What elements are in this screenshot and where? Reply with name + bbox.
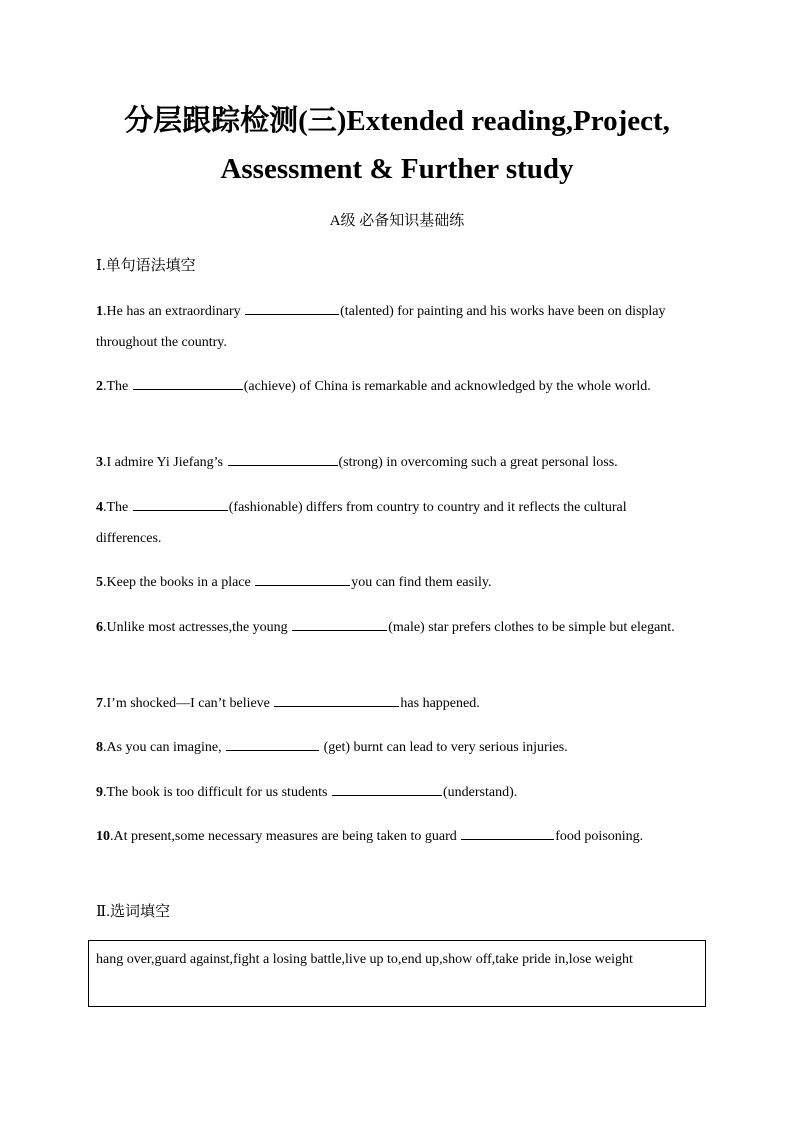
question-item xyxy=(96,492,686,554)
answer-blank[interactable] xyxy=(292,616,387,631)
word-bank-text: hang over,guard against,fight a losing battle,live up to,end up,show off,take pride in,lose weight xyxy=(96,952,633,967)
answer-blank[interactable] xyxy=(228,451,338,466)
question-text-before: .The book is too difficult for us students xyxy=(103,785,331,800)
section-heading-grammar-fill: Ⅰ.单句语法填空 xyxy=(96,258,196,274)
section-heading-word-choice: Ⅱ.选词填空 xyxy=(96,904,170,920)
page-title-line-1: 分层跟踪检测(三)Extended reading,Project, xyxy=(124,105,670,137)
question-number: 5 xyxy=(96,575,103,590)
question-text-before: .At present,some necessary measures are being taken to guard xyxy=(110,829,461,844)
answer-blank[interactable] xyxy=(255,571,350,586)
answer-blank[interactable] xyxy=(332,781,442,796)
answer-blank[interactable] xyxy=(274,692,399,707)
answer-blank[interactable] xyxy=(245,300,339,315)
question-text-after: (get) burnt can lead to very serious injuries. xyxy=(320,740,568,755)
question-number: 8 xyxy=(96,740,103,755)
question-number: 1 xyxy=(96,304,103,319)
question-text-after: (talented) for painting and his works have been on display throughout the country. xyxy=(96,304,666,350)
question-item xyxy=(96,296,686,358)
question-text-before: .The xyxy=(103,379,132,394)
question-text-before: .As you can imagine, xyxy=(103,740,226,755)
question-text-before: .He has an extraordinary xyxy=(103,304,245,319)
page-title-line-2: Assessment & Further study xyxy=(220,153,574,185)
question-number: 7 xyxy=(96,696,103,711)
question-number: 2 xyxy=(96,379,103,394)
question-text-after: (male) star prefers clothes to be simple but elegant. xyxy=(388,620,675,635)
question-item xyxy=(96,612,686,643)
question-text-after: (strong) in overcoming such a great personal loss. xyxy=(338,455,618,470)
question-item xyxy=(96,777,686,808)
question-number: 4 xyxy=(96,500,103,515)
question-item xyxy=(96,821,686,852)
question-number: 10 xyxy=(96,829,110,844)
question-text-after: (understand). xyxy=(443,785,518,800)
question-text-before: .I’m shocked—I can’t believe xyxy=(103,696,274,711)
word-bank-box xyxy=(88,940,706,1007)
question-text-after: (fashionable) differs from country to country and it reflects the cultural differences. xyxy=(96,500,627,546)
question-text-after: you can find them easily. xyxy=(351,575,492,590)
question-text-after: (achieve) of China is remarkable and acknowledged by the whole world. xyxy=(243,379,651,394)
question-item xyxy=(96,371,686,402)
level-heading: A级 必备知识基础练 xyxy=(329,213,465,229)
answer-blank[interactable] xyxy=(133,375,243,390)
question-text-after: has happened. xyxy=(400,696,480,711)
question-text-before: .I admire Yi Jiefang’s xyxy=(103,455,227,470)
question-item xyxy=(96,447,686,478)
question-text-before: .The xyxy=(103,500,132,515)
answer-blank[interactable] xyxy=(461,825,554,840)
answer-blank[interactable] xyxy=(133,496,228,511)
question-item xyxy=(96,567,686,598)
question-item xyxy=(96,732,686,763)
question-text-after: food poisoning. xyxy=(555,829,644,844)
answer-blank[interactable] xyxy=(226,736,319,751)
question-number: 3 xyxy=(96,455,103,470)
question-number: 6 xyxy=(96,620,103,635)
question-item xyxy=(96,688,686,719)
question-text-before: .Unlike most actresses,the young xyxy=(103,620,292,635)
question-number: 9 xyxy=(96,785,103,800)
question-text-before: .Keep the books in a place xyxy=(103,575,255,590)
